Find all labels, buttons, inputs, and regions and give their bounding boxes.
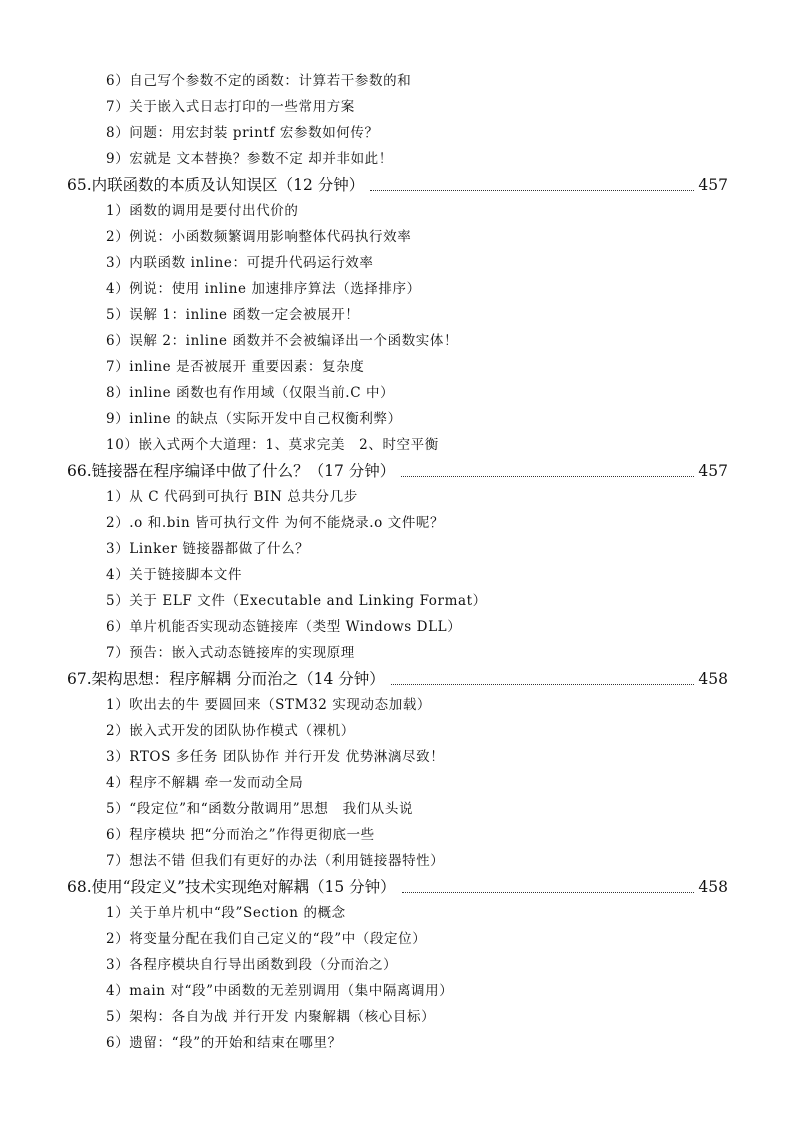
toc-chapter-entry [0,666,794,692]
page-number: 458 [698,878,728,896]
dot-leader [402,892,695,893]
toc-subsection-item: 6）遗留：“段”的开始和结束在哪里？ [106,1035,342,1051]
page-number: 457 [698,176,728,194]
chapter-title: 66.链接器在程序编译中做了什么？（17 分钟） [67,462,396,480]
toc-subsection-item: 8）问题：用宏封装 printf 宏参数如何传？ [106,125,379,141]
toc-subsection-item: 9）inline 的缺点（实际开发中自己权衡利弊） [106,411,402,427]
dot-leader [401,476,694,477]
toc-subsection-item: 3）内联函数 inline：可提升代码运行效率 [106,255,374,271]
toc-subsection-item: 2）例说：小函数频繁调用影响整体代码执行效率 [106,229,412,245]
toc-subsection-item: 7）想法不错 但我们有更好的办法（利用链接器特性） [106,853,445,869]
chapter-title: 65.内联函数的本质及认知误区（12 分钟） [67,176,365,194]
toc-subsection-item: 2）将变量分配在我们自己定义的“段”中（段定位） [106,931,427,947]
toc-subsection-item: 5）误解 1：inline 函数一定会被展开！ [106,307,360,323]
toc-subsection-item: 4）程序不解耦 牵一发而动全局 [106,775,304,791]
toc-subsection-item: 1）吹出去的牛 要圆回来（STM32 实现动态加载） [106,697,432,713]
page-number: 458 [698,670,728,688]
chapter-title: 67.架构思想：程序解耦 分而治之（14 分钟） [67,670,385,688]
toc-subsection-item: 1）从 C 代码到可执行 BIN 总共分几步 [106,489,358,505]
toc-subsection-item: 1）关于单片机中“段”Section 的概念 [106,905,346,921]
toc-subsection-item: 3）Linker 链接器都做了什么？ [106,541,310,557]
toc-subsection-item: 5）关于 ELF 文件（Executable and Linking Format） [106,593,487,609]
toc-subsection-item: 5）“段定位”和“函数分散调用”思想 我们从头说 [106,801,414,817]
dot-leader [370,190,694,191]
toc-subsection-item: 7）inline 是否被展开 重要因素：复杂度 [106,359,365,375]
toc-subsection-item: 6）自己写个参数不定的函数：计算若干参数的和 [106,73,412,89]
toc-subsection-item: 2）.o 和.bin 皆可执行文件 为何不能烧录.o 文件呢？ [106,515,445,531]
toc-subsection-item: 3）RTOS 多任务 团队协作 并行开发 优势淋漓尽致！ [106,749,445,765]
toc-chapter-entry [0,874,794,900]
chapter-title: 68.使用“段定义”技术实现绝对解耦（15 分钟） [67,878,396,896]
toc-subsection-item: 6）程序模块 把“分而治之”作得更彻底一些 [106,827,375,843]
toc-chapter-entry [0,172,794,198]
page-number: 457 [698,462,728,480]
toc-subsection-item: 1）函数的调用是要付出代价的 [106,203,299,219]
toc-subsection-item: 7）预告：嵌入式动态链接库的实现原理 [106,645,355,661]
toc-subsection-item: 6）误解 2：inline 函数并不会被编译出一个函数实体！ [106,333,459,349]
toc-subsection-item: 7）关于嵌入式日志打印的一些常用方案 [106,99,355,115]
toc-subsection-item: 4）例说：使用 inline 加速排序算法（选择排序） [106,281,421,297]
toc-subsection-item: 6）单片机能否实现动态链接库（类型 Windows DLL） [106,619,462,635]
toc-subsection-item: 3）各程序模块自行导出函数到段（分而治之） [106,957,398,973]
toc-subsection-item: 9）宏就是 文本替换？参数不定 却并非如此！ [106,151,393,167]
dot-leader [391,684,695,685]
toc-subsection-item: 2）嵌入式开发的团队协作模式（裸机） [106,723,355,739]
toc-chapter-entry [0,458,794,484]
toc-subsection-item: 5）架构：各自为战 并行开发 内聚解耦（核心目标） [106,1009,436,1025]
toc-subsection-item: 4）关于链接脚本文件 [106,567,243,583]
toc-subsection-item: 10）嵌入式两个大道理：1、莫求完美 2、时空平衡 [106,437,439,453]
toc-subsection-item: 8）inline 函数也有作用域（仅限当前.C 中） [106,385,395,401]
toc-subsection-item: 4）main 对“段”中函数的无差别调用（集中隔离调用） [106,983,454,999]
